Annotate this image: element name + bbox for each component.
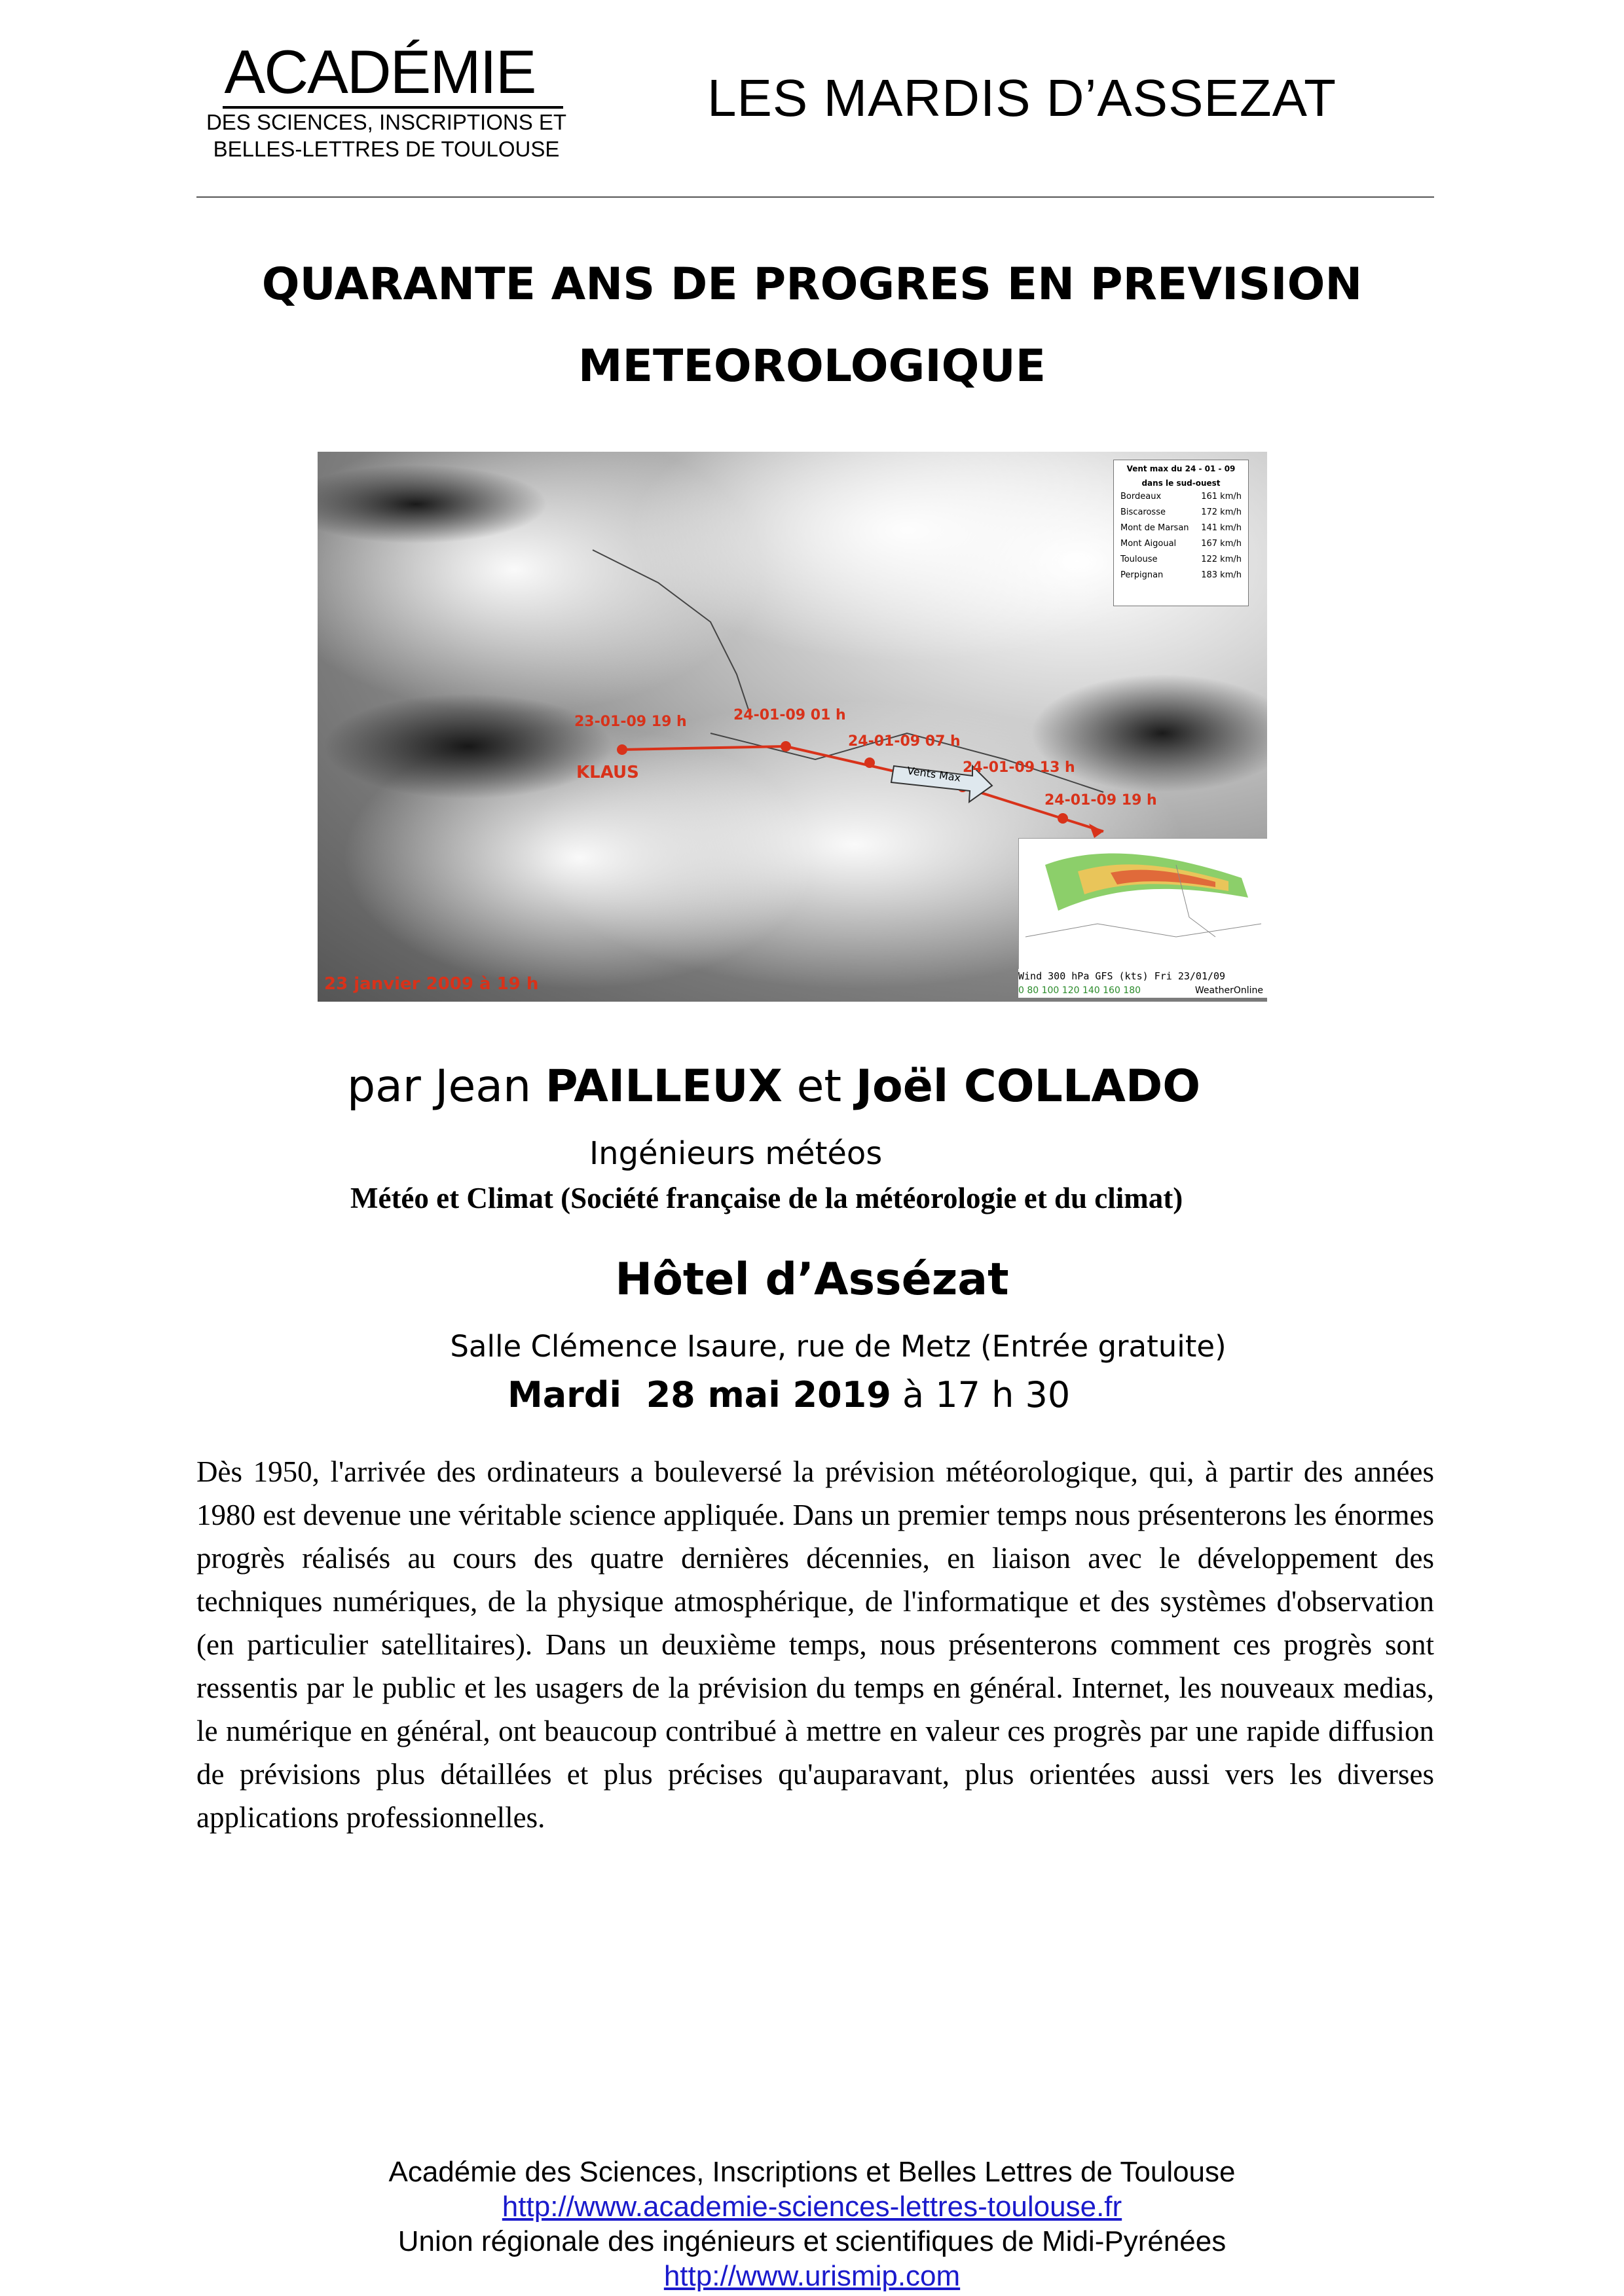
inset-caption: Wind 300 hPa GFS (kts) Fri 23/01/09 (1018, 969, 1267, 983)
academie-logo-line1: DES SCIENCES, INSCRIPTIONS ET (206, 110, 567, 134)
wind-max-table (1113, 460, 1249, 606)
page-title-line2: METEOROLOGIQUE (578, 340, 1046, 392)
track-label: 24-01-09 13 h (963, 759, 1075, 776)
wind-max-subheader: dans le sud-ouest (1141, 479, 1221, 488)
inset-brand: WeatherOnline (1194, 985, 1263, 996)
track-label: 24-01-09 19 h (1044, 792, 1157, 809)
wind-city: Mont de Marsan (1120, 523, 1189, 533)
speakers-prefix: par Jean (347, 1061, 545, 1112)
page-title-line1: QUARANTE ANS DE PROGRES EN PREVISION (261, 259, 1363, 310)
wind-city: Mont Aigoual (1120, 539, 1177, 549)
speakers-joiner: et (782, 1061, 856, 1112)
series-title: LES MARDIS D’ASSEZAT (707, 69, 1337, 127)
wind-max-row (1114, 489, 1248, 505)
wind-max-header: Vent max du 24 - 01 - 09 (1126, 464, 1236, 473)
wind-value: 183 km/h (1201, 570, 1242, 580)
footer-link-academie-wrap (0, 2189, 1624, 2225)
event-date: Mardi 28 mai 2019 (507, 1374, 891, 1415)
wind-max-row (1114, 568, 1248, 583)
venue-room: Salle Clémence Isaure, rue de Metz (Entrée gratuite) (450, 1329, 1227, 1364)
speakers-affiliation: Météo et Climat (Société française de la météorologie et du climat) (350, 1182, 1183, 1214)
wind-inset-map (1018, 838, 1267, 989)
vents-max-label: Vents Max (906, 764, 962, 784)
footer-urismip: Union régionale des ingénieurs et scientifiques de Midi-Pyrénées (397, 2225, 1227, 2257)
track-label: 23-01-09 19 h (574, 714, 687, 730)
wind-city: Perpignan (1120, 570, 1164, 580)
inset-scale-values: 0 80 100 120 140 160 180 (1018, 985, 1141, 996)
academie-logo-name: ACADÉMIE (224, 37, 536, 106)
inset-scale (1018, 983, 1267, 998)
academie-logo-line2: BELLES-LETTRES DE TOULOUSE (213, 137, 560, 161)
speaker2-firstname: Joël (855, 1061, 964, 1112)
image-date-label: 23 janvier 2009 à 19 h (324, 974, 539, 994)
wind-city: Biscarosse (1120, 507, 1166, 517)
wind-value: 172 km/h (1201, 507, 1242, 517)
wind-inset-shapes (1019, 839, 1267, 970)
event-datetime (507, 1372, 1070, 1419)
wind-max-row (1114, 520, 1248, 536)
speakers-line (347, 1057, 1200, 1116)
speakers-role: Ingénieurs météos (589, 1135, 883, 1172)
storm-name: KLAUS (576, 763, 639, 782)
footer-link-urismip[interactable]: http://www.urismip.com (663, 2260, 961, 2292)
satellite-image (318, 452, 1267, 1002)
header-divider (196, 196, 1434, 198)
footer-academie: Académie des Sciences, Inscriptions et Belles Lettres de Toulouse (388, 2156, 1236, 2188)
speaker2-surname: COLLADO (963, 1061, 1201, 1112)
event-time: à 17 h 30 (891, 1374, 1071, 1415)
wind-max-row (1114, 505, 1248, 520)
abstract-paragraph: Dès 1950, l'arrivée des ordinateurs a bouleversé la prévision météorologique, qui, à partir des années 1980 est devenue une véritable science appliquée. Dans un premier temps nous présenterons les énormes progrès réalisés au cours des quatre dernières décennies, en liaison avec le développement des techniques numériques, de la physique atmosphérique, de l'informatique et des systèmes d'observation (en particulier satellitaires). Dans un deuxième temps, nous présenterons comment ces progrès sont ressentis par le public et les usagers de la prévision du temps en général. Internet, les nouveaux medias, le numérique en général, ont beaucoup contribué à mettre en valeur ces progrès par une rapide diffusion de prévisions plus détaillées et plus précises qu'auparavant, plus orientées aussi vers les diverses applications professionnelles. (196, 1455, 1434, 1834)
wind-city: Toulouse (1120, 555, 1158, 564)
wind-value: 141 km/h (1201, 523, 1242, 533)
venue-name: Hôtel d’Assézat (615, 1254, 1009, 1305)
wind-max-row (1114, 536, 1248, 552)
wind-value: 167 km/h (1201, 539, 1242, 549)
track-label: 24-01-09 01 h (733, 707, 846, 723)
footer-link-urismip-wrap (0, 2258, 1624, 2295)
wind-value: 161 km/h (1201, 492, 1242, 501)
wind-value: 122 km/h (1201, 555, 1242, 564)
track-label: 24-01-09 07 h (848, 733, 961, 750)
wind-city: Bordeaux (1120, 492, 1162, 501)
footer-link-academie[interactable]: http://www.academie-sciences-lettres-toulouse.fr (502, 2191, 1122, 2223)
speaker1-surname: PAILLEUX (545, 1061, 783, 1112)
wind-max-row (1114, 552, 1248, 568)
